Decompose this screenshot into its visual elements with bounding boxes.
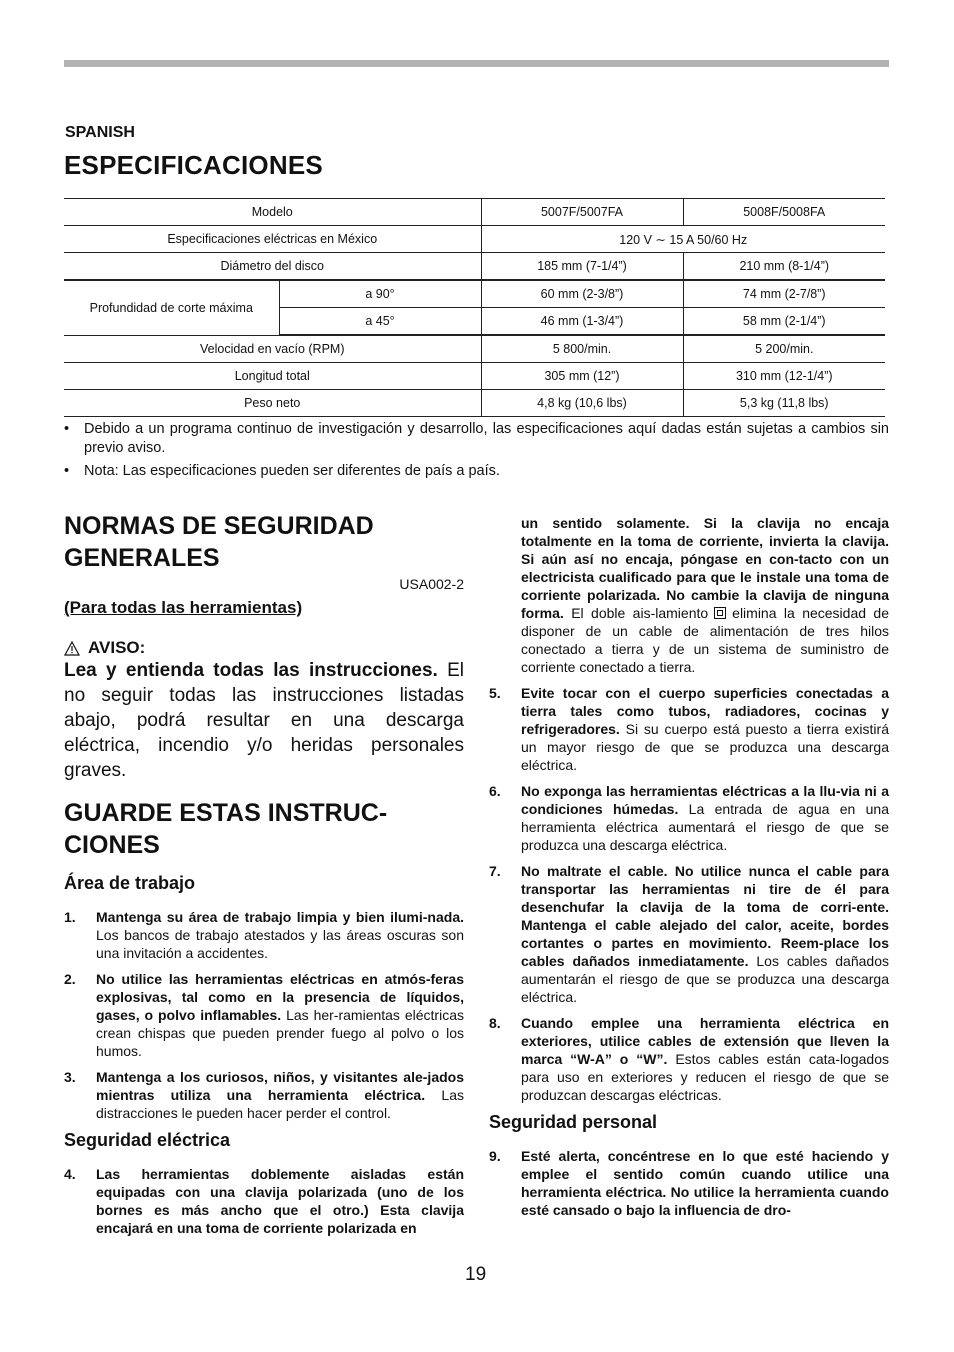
cell-value: 74 mm (2-7/8”) xyxy=(683,280,885,308)
double-insulation-icon xyxy=(714,607,726,619)
table-row xyxy=(64,335,885,363)
row-label: a 45° xyxy=(279,308,481,336)
bullet: • xyxy=(64,421,70,437)
row-label: Especificaciones eléctricas en México xyxy=(64,226,481,253)
page-number: 19 xyxy=(465,1264,487,1285)
table-row xyxy=(64,390,885,417)
table-row xyxy=(64,226,885,253)
safety-title: NORMAS DE SEGURIDAD GENERALES xyxy=(64,512,374,572)
cell-value: 4,8 kg (10,6 lbs) xyxy=(481,390,683,417)
list-item: 9. Esté alerta, concéntrese en lo que esté haciendo y emplee el sentido común cuando utilice una herramienta eléctrica. No utilice la herramienta cuando esté cansado o bajo la influencia de dro- xyxy=(489,1148,889,1218)
page-title: ESPECIFICACIONES xyxy=(64,150,323,180)
warning-triangle-icon xyxy=(64,641,80,656)
note-item: • Debido a un programa continuo de investigación y desarrollo, las especificaciones aquí dadas están sujetas a cambios sin previo aviso. xyxy=(64,421,889,456)
list-item: 4. Las herramientas doblemente aisladas están equipadas con una clavija polarizada (uno de los bornes es más ancho que el otro.) Esta clavija encajará en una toma de corriente polarizada en xyxy=(64,1166,464,1236)
table-row xyxy=(64,253,885,281)
cell-value: 60 mm (2-3/8”) xyxy=(481,280,683,308)
list-item: 3. Mantenga a los curiosos, niños, y visitantes ale-jados mientras utiliza una herramienta eléctrica. Las distracciones le pueden hacer perder el control. xyxy=(64,1069,464,1121)
spec-table xyxy=(64,198,885,417)
electrical-safety-title: Seguridad eléctrica xyxy=(64,1130,231,1150)
cell-value: 46 mm (1-3/4”) xyxy=(481,308,683,336)
table-row xyxy=(64,280,885,308)
table-row xyxy=(64,363,885,390)
row-label: a 90° xyxy=(279,280,481,308)
row-label: Modelo xyxy=(64,199,481,226)
left-column xyxy=(64,510,464,1245)
list-item: 7. No maltrate el cable. No utilice nunca el cable para transportar las herramientas ni tire de él para desenchufar la clavija de la toma de corri-ente. Mantenga el cable alejado del calor, aceite, bordes cortantes o partes en movimiento. Reem-place los cables dañados inmediatamente. Los cables dañados aumentarán el riesgo de que se produzca una descarga eléctrica. xyxy=(489,863,889,1005)
top-rule xyxy=(64,60,889,67)
row-label: Longitud total xyxy=(64,363,481,390)
warning-heading xyxy=(64,638,464,658)
list-item-continuation: un sentido solamente. Si la clavija no encaja totalmente en la toma de corriente, invierta la clavija. Si aún así no encaja, póngase en con-tacto con un electricista cualificado para que le instale una toma de corriente polarizada. No cambie la clavija de ninguna forma. El doble ais-lamiento elimina la necesidad de disponer de un cable de alimentación de tres hilos conectado a tierra y de un sistema de suministro de corriente conectado a tierra. xyxy=(521,515,889,675)
work-area-title: Área de trabajo xyxy=(64,873,196,893)
language-label: SPANISH xyxy=(65,124,135,141)
cell-value: 5 800/min. xyxy=(481,335,683,363)
cell-value: 310 mm (12-1/4”) xyxy=(683,363,885,390)
right-column xyxy=(489,514,889,1227)
bullet: • xyxy=(64,463,70,479)
cell-value: 185 mm (7-1/4”) xyxy=(481,253,683,281)
list-item: 8. Cuando emplee una herramienta eléctrica en exteriores, utilice cables de extensión que lleven la marca “W-A” o “W”. Estos cables están cata-logados para uso en exteriores y reducen el riesgo de que se produzcan descargas eléctricas. xyxy=(489,1015,889,1103)
spec-notes xyxy=(64,420,889,485)
cell-value: 5,3 kg (11,8 lbs) xyxy=(683,390,885,417)
group-label: Profundidad de corte máxima xyxy=(64,280,279,335)
cell-value: 120 V ∼ 15 A 50/60 Hz xyxy=(481,226,885,253)
safety-subtitle: (Para todas las herramientas) xyxy=(64,598,303,617)
warning-label: AVISO: xyxy=(88,638,146,657)
warning-text: Lea y entienda todas las instrucciones. El no seguir todas las instrucciones listadas abajo, podrá resultar en una descarga eléctrica, incendio y/o heridas personales graves. xyxy=(64,660,464,781)
list-item: 6. No exponga las herramientas eléctricas a la llu-via ni a condiciones húmedas. La entrada de agua en una herramienta eléctrica aumentará el riesgo de que se produzca una descarga eléctrica. xyxy=(489,783,889,853)
cell-value: 5 200/min. xyxy=(683,335,885,363)
cell-value: 210 mm (8-1/4”) xyxy=(683,253,885,281)
cell-value: 5008F/5008FA xyxy=(683,199,885,226)
cell-value: 305 mm (12”) xyxy=(481,363,683,390)
row-label: Velocidad en vacío (RPM) xyxy=(64,335,481,363)
row-label: Diámetro del disco xyxy=(64,253,481,281)
list-item: 2. No utilice las herramientas eléctricas en atmós-feras explosivas, tal como en la presencia de líquidos, gases, o polvo inflamables. Las her-ramientas eléctricas crean chispas que pueden prender fuego al polvo o los humos. xyxy=(64,971,464,1059)
table-row xyxy=(64,199,885,226)
row-label: Peso neto xyxy=(64,390,481,417)
cell-value: 58 mm (2-1/4”) xyxy=(683,308,885,336)
note-item: • Nota: Las especificaciones pueden ser diferentes de país a país. xyxy=(64,463,500,479)
personal-safety-title: Seguridad personal xyxy=(489,1112,658,1132)
cell-value: 5007F/5007FA xyxy=(481,199,683,226)
doc-code: USA002-2 xyxy=(399,576,464,592)
save-instructions-title: GUARDE ESTAS INSTRUC-CIONES xyxy=(64,799,388,859)
list-item: 5. Evite tocar con el cuerpo superficies conectadas a tierra tales como tubos, radiadores, cocinas y refrigeradores. Si su cuerpo está puesto a tierra existirá un mayor riesgo de que se produzca una descarga eléctrica. xyxy=(489,685,889,773)
list-item: 1. Mantenga su área de trabajo limpia y bien ilumi-nada. Los bancos de trabajo atestados y las áreas oscuras son una invitación a accidentes. xyxy=(64,909,464,961)
